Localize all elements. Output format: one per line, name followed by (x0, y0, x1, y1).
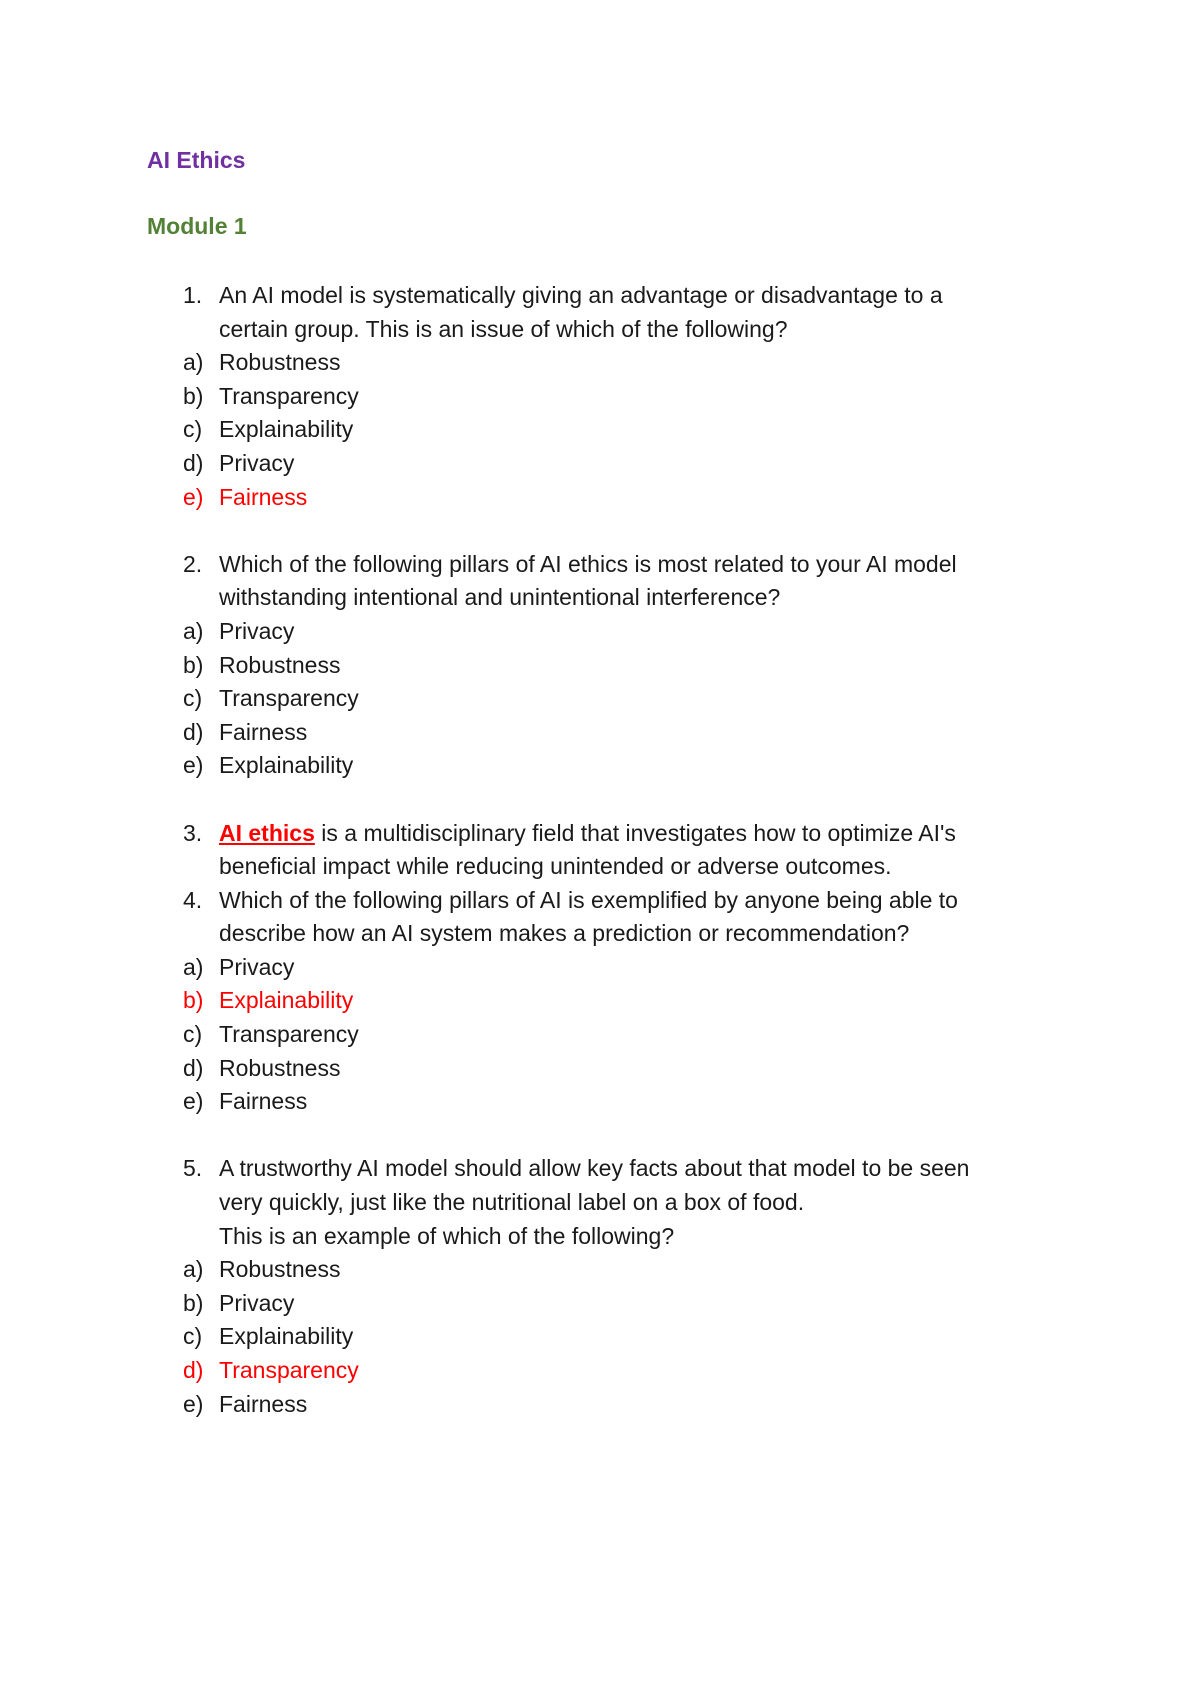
option-letter: a) (183, 953, 204, 980)
option-text: Privacy (219, 449, 295, 476)
option-text: Explainability (219, 1323, 354, 1350)
option-e (0, 1085, 1200, 1119)
option-d (0, 1052, 1200, 1086)
option-text: Fairness (219, 718, 308, 745)
option-text: Transparency (219, 382, 359, 409)
option-e (0, 749, 1200, 783)
option-text: Transparency (219, 685, 359, 712)
option-text: Fairness (219, 1088, 308, 1115)
question-5 (0, 1152, 1200, 1421)
option-letter: d) (183, 1054, 204, 1081)
question-text-rest: is a multidisciplinary field that investigates how to optimize AI's (314, 819, 956, 846)
option-text: Explainability (219, 752, 354, 779)
question-text-line: This is an example of which of the following? (219, 1222, 675, 1249)
option-d (0, 716, 1200, 750)
option-letter: a) (183, 349, 204, 376)
option-c (0, 1018, 1200, 1052)
option-letter: e) (183, 483, 204, 510)
question-text-line: withstanding intentional and unintentional interference? (219, 584, 781, 611)
question-2 (0, 548, 1200, 783)
option-text: Robustness (219, 651, 341, 678)
option-text: Robustness (219, 1054, 341, 1081)
option-letter: e) (183, 1088, 204, 1115)
option-letter: a) (183, 617, 204, 644)
question-1 (0, 279, 1200, 514)
option-letter: b) (183, 987, 204, 1014)
option-letter: d) (183, 718, 204, 745)
option-text: Explainability (219, 416, 354, 443)
option-text: Explainability (219, 987, 354, 1014)
question-3 (0, 817, 1200, 884)
option-letter: c) (183, 416, 203, 443)
question-number: 2. (183, 550, 203, 577)
option-letter: c) (183, 685, 203, 712)
option-letter: b) (183, 651, 204, 678)
option-letter: e) (183, 1390, 204, 1417)
blank-answer: AI ethics (219, 819, 315, 846)
question-text-line: certain group. This is an issue of which of the following? (219, 315, 788, 342)
option-text: Privacy (219, 953, 295, 980)
option-letter: a) (183, 1256, 204, 1283)
option-text: Robustness (219, 349, 341, 376)
question-number: 4. (183, 886, 203, 913)
option-text: Transparency (219, 1357, 359, 1383)
option-text: Robustness (219, 1256, 341, 1283)
option-letter: b) (183, 1289, 204, 1316)
option-c (0, 1320, 1200, 1354)
question-text-line: beneficial impact while reducing unintended or adverse outcomes. (219, 853, 892, 880)
question-text-line: A trustworthy AI model should allow key facts about that model to be seen (219, 1155, 970, 1182)
option-letter: b) (183, 382, 204, 409)
option-a (0, 615, 1200, 649)
option-letter: d) (183, 449, 204, 476)
option-c (0, 682, 1200, 716)
option-b-answer (0, 984, 1200, 1018)
option-b (0, 1287, 1200, 1321)
option-text: Fairness (219, 483, 308, 510)
option-a (0, 951, 1200, 985)
option-text: Privacy (219, 617, 295, 644)
option-letter: c) (183, 1323, 203, 1350)
question-text-line: very quickly, just like the nutritional label on a box of food. (219, 1189, 805, 1216)
option-a (0, 346, 1200, 380)
option-e-answer (0, 481, 1200, 515)
question-4 (0, 884, 1200, 1119)
question-number: 5. (183, 1155, 203, 1182)
question-text-line: An AI model is systematically giving an advantage or disadvantage to a (219, 282, 943, 308)
option-letter: d) (183, 1357, 204, 1383)
question-text-line: Which of the following pillars of AI ethics is most related to your AI model (219, 550, 957, 577)
option-e (0, 1388, 1200, 1422)
option-a (0, 1253, 1200, 1287)
module-heading: Module 1 (147, 213, 247, 239)
option-c (0, 413, 1200, 447)
option-letter: e) (183, 752, 204, 779)
option-b (0, 649, 1200, 683)
question-text-line: describe how an AI system makes a prediction or recommendation? (219, 920, 910, 947)
question-list (0, 279, 1200, 1421)
option-text: Privacy (219, 1289, 295, 1316)
option-b (0, 380, 1200, 414)
option-text: Fairness (219, 1390, 308, 1417)
question-number: 3. (183, 819, 203, 846)
option-d (0, 447, 1200, 481)
question-text-line: Which of the following pillars of AI is exemplified by anyone being able to (219, 886, 958, 913)
option-text: Transparency (219, 1021, 359, 1048)
question-number: 1. (183, 282, 203, 308)
document-title: AI Ethics (147, 147, 246, 173)
option-letter: c) (183, 1021, 203, 1048)
question-text-line (219, 817, 956, 851)
option-d-answer (0, 1354, 1200, 1388)
